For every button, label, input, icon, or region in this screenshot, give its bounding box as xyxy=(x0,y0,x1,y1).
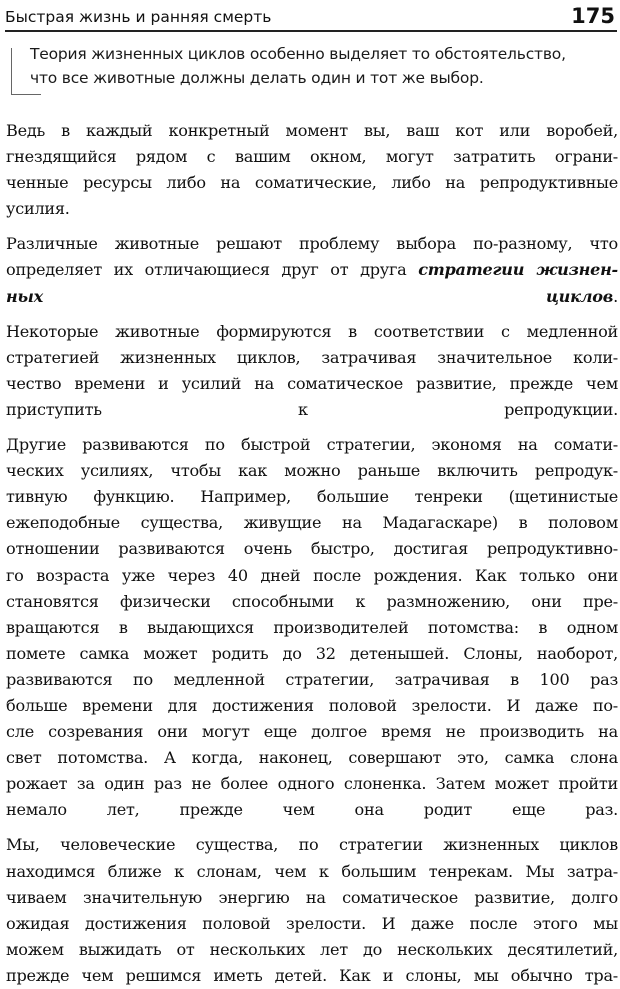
text-line: рожает за один раз не более одного слоненка. Затем может пройти xyxy=(6,774,618,794)
paragraph-4 xyxy=(6,432,618,823)
text-line: приступить к репродукции. xyxy=(6,399,618,419)
text-line: стратегией жизненных циклов, затрачивая значительное коли- xyxy=(6,347,618,367)
text-line: становятся физически способными к размножению, они пре- xyxy=(6,591,618,611)
text-line: Некоторые животные формируются в соответствии с медленной xyxy=(6,321,618,341)
text-line: Различные животные решают проблему выбора по-разному, что xyxy=(6,234,618,254)
text-line: тивную функцию. Например, большие тенреки (щетинистые xyxy=(6,487,618,507)
pullquote-bracket xyxy=(11,48,12,94)
running-title: Быстрая жизнь и ранняя смерть xyxy=(5,8,272,26)
emphasis-term: стратегии жизнен- xyxy=(418,260,618,280)
pullquote-bracket-foot xyxy=(11,94,41,95)
text-line: помете самка может родить до 32 детенышей. Слоны, наоборот, xyxy=(6,643,618,663)
text-line: го возраста уже через 40 дней после рождения. Как только они xyxy=(6,565,618,585)
paragraph-3 xyxy=(6,319,618,423)
text-line: Другие развиваются по быстрой стратегии, экономя на сомати- xyxy=(6,435,618,455)
page-number: 175 xyxy=(571,4,615,28)
text-line: можем выжидать от нескольких лет до нескольких десятилетий, xyxy=(6,939,618,959)
running-head xyxy=(5,2,617,32)
emphasis-term: ных циклов xyxy=(6,286,614,306)
text-line: вращаются в выдающихся производителей потомства: в одном xyxy=(6,617,618,637)
paragraph-1 xyxy=(6,118,618,222)
paragraph-2 xyxy=(6,231,618,309)
paragraph-5 xyxy=(6,832,618,989)
text-line: находимся ближе к слонам, чем к большим тенрекам. Мы затра- xyxy=(6,861,618,881)
text-line: свет потомства. А когда, наконец, совершают это, самка слона xyxy=(6,748,618,768)
text-line: ожидая достижения половой зрелости. И даже после этого мы xyxy=(6,913,618,933)
text-line: больше времени для достижения половой зрелости. И даже по- xyxy=(6,695,618,715)
text-line: прежде чем решимся иметь детей. Как и слоны, мы обычно тра- xyxy=(6,965,618,985)
text-line: ченные ресурсы либо на соматические, либо на репродуктивные xyxy=(6,173,618,193)
text-line: сле созревания они могут еще долгое время не производить на xyxy=(6,722,618,742)
text-line: чество времени и усилий на соматическое развитие, прежде чем xyxy=(6,373,618,393)
pullquote-text: Теория жизненных циклов особенно выделяет то обстоятельство, что все животные должны делать один и тот же выбор. xyxy=(30,45,566,87)
text-line: чиваем значительную энергию на соматическое развитие, долго xyxy=(6,887,618,907)
text-line: Мы, человеческие существа, по стратегии жизненных циклов xyxy=(6,835,618,855)
body-text xyxy=(6,118,618,989)
text-line: ческих усилиях, чтобы как можно раньше включить репродук- xyxy=(6,461,618,481)
text-line xyxy=(6,257,618,283)
header-rule xyxy=(5,30,617,32)
text-run: определяет их отличающиеся друг от друга xyxy=(6,260,419,280)
pullquote xyxy=(8,38,608,95)
text-line: ежеподобные существа, живущие на Мадагаскаре) в половом xyxy=(6,513,618,533)
text-line: немало лет, прежде чем она родит еще раз. xyxy=(6,800,618,820)
text-line xyxy=(6,284,618,310)
text-line: Ведь в каждый конкретный момент вы, ваш кот или воробей, xyxy=(6,121,618,140)
text-line: отношении развиваются очень быстро, достигая репродуктивно- xyxy=(6,539,618,559)
text-line: гнездящийся рядом с вашим окном, могут затратить ограни- xyxy=(6,147,618,167)
text-line: развиваются по медленной стратегии, затрачивая в 100 раз xyxy=(6,669,618,689)
text-line: усилия. xyxy=(6,199,70,219)
text-run: . xyxy=(613,286,618,306)
